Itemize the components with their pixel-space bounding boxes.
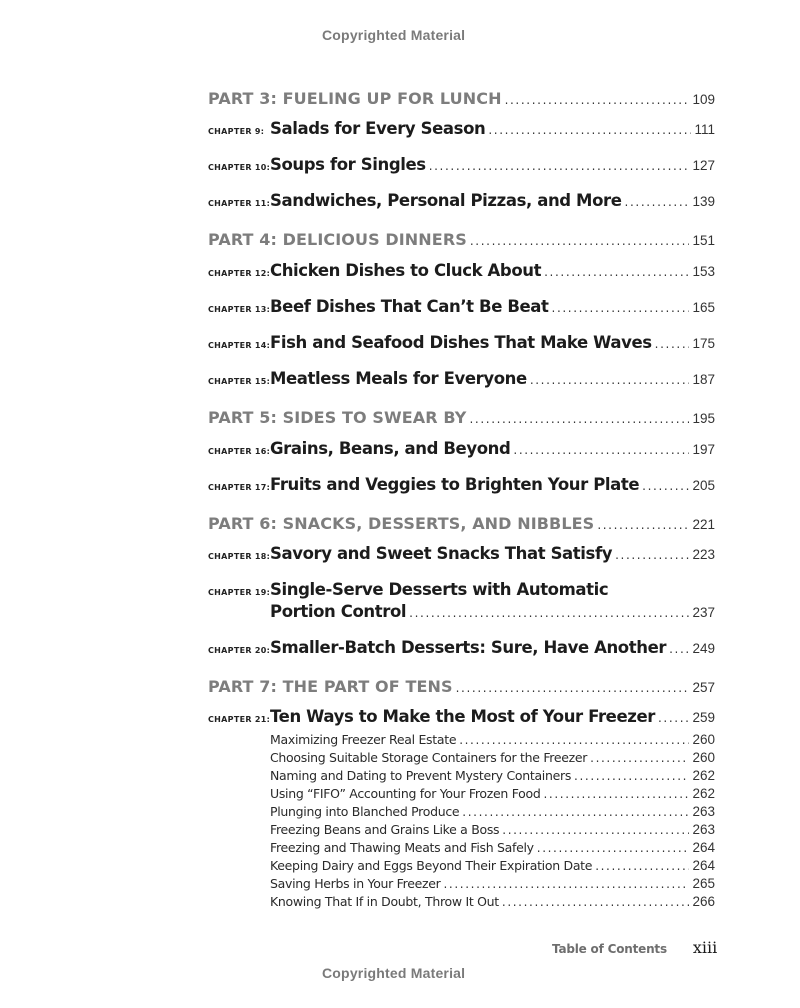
- page-number: 249: [692, 641, 715, 656]
- toc-section[interactable]: [270, 858, 715, 873]
- chapter-label: CHAPTER 13:: [208, 305, 271, 314]
- toc-chapter-9[interactable]: [208, 119, 715, 138]
- chapter-title: Smaller-Batch Desserts: Sure, Have Another: [270, 638, 667, 657]
- chapter-title: Salads for Every Season: [270, 119, 486, 138]
- part-title: PART 7: THE PART OF TENS: [208, 677, 453, 696]
- chapter-title: Savory and Sweet Snacks That Satisfy: [270, 544, 613, 563]
- dot-leader: [409, 606, 689, 620]
- copyright-watermark-bottom: Copyrighted Material: [322, 965, 466, 981]
- chapter-label: CHAPTER 10:: [208, 163, 271, 172]
- chapter-label: CHAPTER 14:: [208, 341, 271, 350]
- page-folio: xiii: [692, 938, 718, 957]
- dot-leader: [502, 895, 690, 909]
- toc-chapter-15[interactable]: [208, 369, 715, 388]
- chapter-label: CHAPTER 19:: [208, 588, 271, 597]
- toc-chapter-18[interactable]: [208, 544, 715, 563]
- toc-section[interactable]: [270, 768, 715, 783]
- section-title: Freezing Beans and Grains Like a Boss: [270, 822, 500, 837]
- dot-leader: [574, 769, 689, 783]
- dot-leader: [552, 301, 690, 315]
- toc-chapter-19[interactable]: [208, 580, 715, 599]
- dot-leader: [597, 518, 689, 532]
- page-number: 264: [692, 858, 715, 873]
- dot-leader: [544, 787, 690, 801]
- dot-leader: [655, 337, 690, 351]
- dot-leader: [595, 859, 689, 873]
- page-number: 262: [692, 786, 715, 801]
- chapter-label: CHAPTER 12:: [208, 269, 271, 278]
- dot-leader: [642, 479, 689, 493]
- page-number: 111: [694, 122, 715, 137]
- page-number: 263: [692, 804, 715, 819]
- section-title: Plunging into Blanched Produce: [270, 804, 460, 819]
- running-footer-label: Table of Contents: [552, 942, 667, 956]
- toc-part-6[interactable]: [208, 514, 715, 533]
- chapter-title: Ten Ways to Make the Most of Your Freezer: [270, 707, 655, 726]
- toc-section[interactable]: [270, 894, 715, 909]
- dot-leader: [615, 548, 689, 562]
- dot-leader: [625, 195, 690, 209]
- section-title: Naming and Dating to Prevent Mystery Containers: [270, 768, 572, 783]
- section-title: Saving Herbs in Your Freezer: [270, 876, 441, 891]
- chapter-title: Sandwiches, Personal Pizzas, and More: [270, 191, 622, 210]
- section-title: Freezing and Thawing Meats and Fish Safely: [270, 840, 534, 855]
- toc-chapter-19-continued[interactable]: [270, 602, 715, 621]
- toc-section[interactable]: [270, 732, 715, 747]
- toc-section[interactable]: [270, 786, 715, 801]
- toc-part-5[interactable]: [208, 408, 715, 427]
- page-number: 195: [692, 411, 715, 426]
- dot-leader: [502, 823, 689, 837]
- page-number: 263: [692, 822, 715, 837]
- chapter-title: Fish and Seafood Dishes That Make Waves: [270, 333, 652, 352]
- page-number: 139: [692, 194, 715, 209]
- page-number: 257: [692, 680, 715, 695]
- dot-leader: [537, 841, 690, 855]
- part-title: PART 3: FUELING UP FOR LUNCH: [208, 89, 502, 108]
- chapter-label: CHAPTER 18:: [208, 552, 271, 561]
- dot-leader: [469, 412, 689, 426]
- section-title: Choosing Suitable Storage Containers for the Freezer: [270, 750, 588, 765]
- toc-section[interactable]: [270, 804, 715, 819]
- dot-leader: [488, 123, 691, 137]
- page-number: 187: [692, 372, 715, 387]
- dot-leader: [429, 159, 690, 173]
- chapter-title-continued: Portion Control: [270, 602, 407, 621]
- dot-leader: [590, 751, 689, 765]
- page-number: 223: [692, 547, 715, 562]
- toc-chapter-12[interactable]: [208, 261, 715, 280]
- toc-part-7[interactable]: [208, 677, 715, 696]
- dot-leader: [544, 265, 689, 279]
- toc-chapter-14[interactable]: [208, 333, 715, 352]
- part-title: PART 6: SNACKS, DESSERTS, AND NIBBLES: [208, 514, 595, 533]
- chapter-title: Chicken Dishes to Cluck About: [270, 261, 542, 280]
- chapter-title: Beef Dishes That Can’t Be Beat: [270, 297, 549, 316]
- chapter-title: Fruits and Veggies to Brighten Your Plate: [270, 475, 640, 494]
- page-number: 266: [692, 894, 715, 909]
- page-number: 260: [692, 750, 715, 765]
- toc-chapter-20[interactable]: [208, 638, 715, 657]
- toc-part-4[interactable]: [208, 230, 715, 249]
- toc-part-3[interactable]: [208, 89, 715, 108]
- toc-section[interactable]: [270, 876, 715, 891]
- part-title: PART 4: DELICIOUS DINNERS: [208, 230, 467, 249]
- page-number: 165: [692, 300, 715, 315]
- chapter-label: CHAPTER 17:: [208, 483, 271, 492]
- dot-leader: [530, 373, 690, 387]
- page-number: 205: [692, 478, 715, 493]
- toc-chapter-16[interactable]: [208, 439, 715, 458]
- chapter-label: CHAPTER 9:: [208, 127, 265, 136]
- page-number: 127: [692, 158, 715, 173]
- page-number: 260: [692, 732, 715, 747]
- page-number: 237: [692, 605, 715, 620]
- chapter-title: Grains, Beans, and Beyond: [270, 439, 511, 458]
- page-number: 109: [692, 92, 715, 107]
- dot-leader: [658, 711, 689, 725]
- toc-section[interactable]: [270, 750, 715, 765]
- page-footer: [552, 938, 717, 957]
- toc-chapter-11[interactable]: [208, 191, 715, 210]
- dot-leader: [669, 642, 689, 656]
- chapter-label: CHAPTER 15:: [208, 377, 271, 386]
- page-number: 175: [692, 336, 715, 351]
- page-number: 151: [692, 233, 715, 248]
- page-number: 262: [692, 768, 715, 783]
- dot-leader: [513, 443, 689, 457]
- dot-leader: [456, 681, 690, 695]
- dot-leader: [444, 877, 690, 891]
- dot-leader: [470, 234, 690, 248]
- chapter-title: Meatless Meals for Everyone: [270, 369, 527, 388]
- page-number: 197: [692, 442, 715, 457]
- page-number: 265: [692, 876, 715, 891]
- section-title: Keeping Dairy and Eggs Beyond Their Expiration Date: [270, 858, 593, 873]
- page-number: 221: [692, 517, 715, 532]
- section-title: Knowing That If in Doubt, Throw It Out: [270, 894, 499, 909]
- section-title: Maximizing Freezer Real Estate: [270, 732, 457, 747]
- toc-chapter-13[interactable]: [208, 297, 715, 316]
- page-number: 153: [692, 264, 715, 279]
- page-number: 259: [692, 710, 715, 725]
- copyright-watermark-top: Copyrighted Material: [322, 27, 466, 43]
- chapter-label: CHAPTER 16:: [208, 447, 271, 456]
- toc-chapter-21[interactable]: [208, 707, 715, 726]
- toc-section[interactable]: [270, 840, 715, 855]
- chapter-title: Soups for Singles: [270, 155, 426, 174]
- dot-leader: [505, 93, 690, 107]
- chapter-title: Single-Serve Desserts with Automatic: [270, 580, 609, 599]
- chapter-label: CHAPTER 20:: [208, 646, 271, 655]
- chapter-label: CHAPTER 21:: [208, 715, 271, 724]
- dot-leader: [459, 733, 689, 747]
- toc-chapter-17[interactable]: [208, 475, 715, 494]
- chapter-label: CHAPTER 11:: [208, 199, 271, 208]
- page-number: 264: [692, 840, 715, 855]
- toc-section[interactable]: [270, 822, 715, 837]
- toc-chapter-10[interactable]: [208, 155, 715, 174]
- part-title: PART 5: SIDES TO SWEAR BY: [208, 408, 467, 427]
- dot-leader: [462, 805, 689, 819]
- section-title: Using “FIFO” Accounting for Your Frozen Food: [270, 786, 541, 801]
